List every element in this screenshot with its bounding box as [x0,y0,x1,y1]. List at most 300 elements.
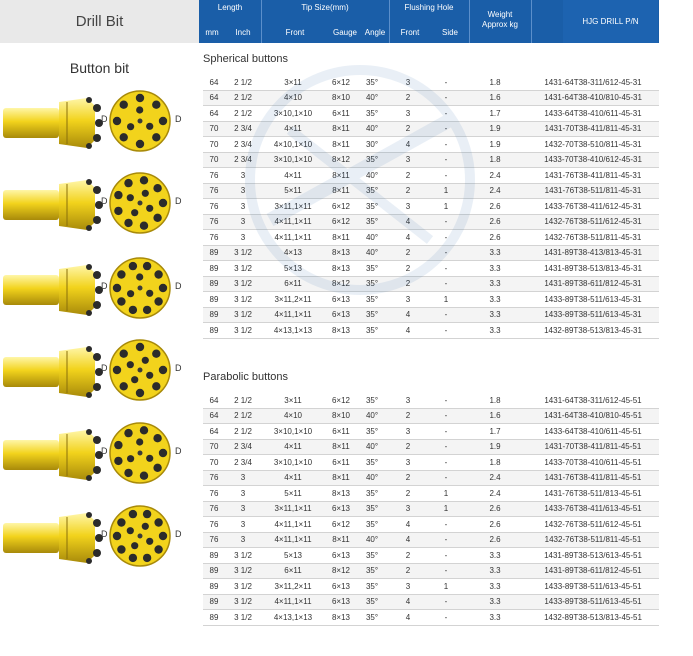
cell-part-number: 1433-89T38-511/613-45-51 [527,594,659,610]
cell-inch: 3 1/2 [225,563,261,579]
cell-part-number: 1431-89T38-611/812-45-31 [527,276,659,292]
cell-gauge: 6×13 [325,292,357,308]
cell-inch: 3 1/2 [225,323,261,339]
cell-weight: 1.8 [463,152,527,168]
cell-gauge: 8×11 [325,137,357,153]
cell-inch: 3 1/2 [225,292,261,308]
cell-front: 4×11 [261,168,325,184]
cell-mm: 76 [203,214,225,230]
cell-mm: 64 [203,408,225,424]
left-subtitle: Button bit [69,60,130,76]
cell-weight: 3.3 [463,261,527,277]
bit-face-view [107,503,173,569]
cell-mm: 89 [203,276,225,292]
table-row [203,517,659,533]
cell-angle: 35° [357,579,387,595]
table-row [203,486,659,502]
cell-flush-side: - [429,152,463,168]
cell-front: 3×10,1×10 [261,152,325,168]
cell-flush-front: 3 [387,424,429,440]
cell-mm: 89 [203,563,225,579]
cell-part-number: 1433-89T38-511/613-45-31 [527,307,659,323]
cell-part-number: 1433-89T38-511/613-45-31 [527,292,659,308]
cell-mm: 76 [203,183,225,199]
cell-inch: 3 1/2 [225,261,261,277]
cell-flush-front: 2 [387,90,429,106]
cell-gauge: 8×11 [325,183,357,199]
cell-part-number: 1432-76T38-511/811-45-51 [527,532,659,548]
cell-flush-side: 1 [429,501,463,517]
cell-inch: 2 3/4 [225,121,261,137]
cell-angle: 40° [357,408,387,424]
cell-flush-front: 2 [387,548,429,564]
cell-gauge: 8×13 [325,323,357,339]
cell-inch: 2 1/2 [225,90,261,106]
cell-weight: 3.3 [463,307,527,323]
cell-front: 4×11,1×11 [261,307,325,323]
cell-weight: 1.9 [463,121,527,137]
cell-inch: 3 [225,470,261,486]
cell-front: 4×13 [261,245,325,261]
cell-weight: 1.8 [463,75,527,90]
cell-weight: 1.8 [463,393,527,408]
cell-flush-front: 2 [387,121,429,137]
cell-front: 4×13,1×13 [261,610,325,626]
header-gauge: Gauge [332,28,358,37]
header-pn: HJG DRILL P/N [563,0,658,43]
table-row [203,610,659,626]
cell-flush-front: 2 [387,486,429,502]
cell-flush-front: 3 [387,579,429,595]
cell-mm: 76 [203,486,225,502]
cell-angle: 35° [357,393,387,408]
cell-flush-front: 4 [387,137,429,153]
cell-part-number: 1432-70T38-510/811-45-31 [527,137,659,153]
cell-front: 4×11 [261,470,325,486]
cell-mm: 89 [203,323,225,339]
cell-inch: 3 [225,183,261,199]
table-row [203,579,659,595]
table-row [203,230,659,246]
cell-front: 5×13 [261,261,325,277]
cell-weight: 2.6 [463,199,527,215]
cell-inch: 3 1/2 [225,276,261,292]
cell-weight: 1.9 [463,137,527,153]
cell-weight: 1.8 [463,455,527,471]
cell-mm: 89 [203,548,225,564]
cell-flush-front: 2 [387,261,429,277]
cell-flush-front: 2 [387,276,429,292]
cell-front: 3×11 [261,393,325,408]
cell-gauge: 6×13 [325,307,357,323]
diameter-label: D [101,529,108,539]
cell-flush-front: 3 [387,393,429,408]
cell-part-number: 1433-76T38-411/613-45-51 [527,501,659,517]
cell-gauge: 8×13 [325,245,357,261]
cell-angle: 35° [357,594,387,610]
cell-flush-side: - [429,168,463,184]
table-row [203,106,659,122]
cell-weight: 3.3 [463,292,527,308]
bit-illustration [3,255,199,325]
cell-weight: 3.3 [463,610,527,626]
bit-illustration [3,170,199,240]
cell-mm: 64 [203,106,225,122]
cell-part-number: 1433-70T38-410/611-45-51 [527,455,659,471]
bit-side-view [3,343,103,401]
cell-front: 4×11,1×11 [261,594,325,610]
cell-gauge: 6×12 [325,214,357,230]
table-row [203,408,659,424]
cell-flush-front: 2 [387,183,429,199]
cell-weight: 2.4 [463,470,527,486]
cell-flush-front: 4 [387,323,429,339]
cell-flush-side: - [429,230,463,246]
cell-mm: 76 [203,470,225,486]
cell-gauge: 6×13 [325,548,357,564]
table-row [203,393,659,408]
diameter-label: D [175,281,182,291]
cell-gauge: 6×13 [325,579,357,595]
cell-part-number: 1431-89T38-513/613-45-51 [527,548,659,564]
cell-flush-front: 4 [387,532,429,548]
cell-mm: 89 [203,594,225,610]
cell-mm: 70 [203,152,225,168]
table-row [203,563,659,579]
cell-inch: 3 1/2 [225,548,261,564]
cell-mm: 89 [203,261,225,277]
cell-mm: 76 [203,168,225,184]
table-row [203,548,659,564]
cell-flush-side: - [429,610,463,626]
cell-flush-front: 3 [387,455,429,471]
cell-front: 4×11,1×11 [261,230,325,246]
cell-front: 3×10,1×10 [261,424,325,440]
cell-weight: 1.7 [463,106,527,122]
bit-side-view [3,509,103,567]
table-row [203,183,659,199]
table-row [203,152,659,168]
cell-angle: 35° [357,323,387,339]
cell-part-number: 1433-70T38-410/612-45-31 [527,152,659,168]
cell-weight: 3.3 [463,323,527,339]
cell-flush-side: - [429,393,463,408]
cell-flush-side: - [429,439,463,455]
bit-face-view [107,255,173,321]
cell-flush-side: - [429,563,463,579]
cell-inch: 3 [225,214,261,230]
header-length: Length [217,3,243,12]
cell-inch: 3 [225,230,261,246]
cell-part-number: 1431-76T38-511/811-45-31 [527,183,659,199]
left-title: Drill Bit [0,0,199,43]
bit-face-view [107,420,173,486]
bit-side-view [3,176,103,234]
table-row [203,532,659,548]
cell-part-number: 1431-64T38-311/612-45-51 [527,393,659,408]
cell-part-number: 1432-76T38-511/612-45-51 [527,517,659,533]
cell-gauge: 6×11 [325,424,357,440]
cell-part-number: 1431-64T38-311/612-45-31 [527,75,659,90]
cell-flush-side: - [429,137,463,153]
cell-flush-front: 2 [387,563,429,579]
cell-angle: 35° [357,424,387,440]
cell-gauge: 8×10 [325,408,357,424]
header-flush-side: Side [441,28,458,37]
cell-part-number: 1431-76T38-511/813-45-51 [527,486,659,502]
cell-mm: 70 [203,137,225,153]
cell-inch: 3 1/2 [225,307,261,323]
cell-flush-front: 3 [387,501,429,517]
cell-angle: 40° [357,470,387,486]
cell-gauge: 6×11 [325,455,357,471]
table-row [203,424,659,440]
cell-flush-side: - [429,594,463,610]
table-row [203,307,659,323]
diameter-label: D [175,446,182,456]
section-title-parabolic: Parabolic buttons [203,371,288,383]
cell-mm: 64 [203,424,225,440]
diameter-label: D [101,114,108,124]
cell-gauge: 6×12 [325,199,357,215]
cell-part-number: 1431-76T38-411/811-45-31 [527,168,659,184]
cell-gauge: 8×11 [325,230,357,246]
cell-inch: 3 1/2 [225,245,261,261]
bit-side-view [3,94,103,152]
cell-part-number: 1433-64T38-410/611-45-31 [527,106,659,122]
cell-flush-front: 4 [387,610,429,626]
bit-illustration [3,420,199,490]
cell-flush-front: 4 [387,307,429,323]
header-flushing-hole: Flushing Hole [404,3,454,12]
cell-part-number: 1431-89T38-413/813-45-31 [527,245,659,261]
cell-weight: 3.3 [463,579,527,595]
cell-gauge: 6×12 [325,393,357,408]
cell-flush-side: 1 [429,292,463,308]
cell-angle: 35° [357,183,387,199]
cell-flush-front: 2 [387,470,429,486]
cell-flush-front: 2 [387,168,429,184]
cell-mm: 89 [203,610,225,626]
cell-angle: 35° [357,307,387,323]
cell-gauge: 8×13 [325,261,357,277]
bit-illustration [3,337,199,407]
table-row [203,137,659,153]
cell-front: 3×11,2×11 [261,292,325,308]
cell-mm: 76 [203,532,225,548]
cell-mm: 64 [203,393,225,408]
diameter-label: D [101,446,108,456]
cell-mm: 89 [203,579,225,595]
table-row [203,75,659,90]
cell-front: 4×11,1×11 [261,517,325,533]
cell-part-number: 1431-70T38-411/811-45-51 [527,439,659,455]
cell-front: 6×11 [261,276,325,292]
cell-flush-side: - [429,548,463,564]
cell-flush-side: - [429,455,463,471]
cell-flush-front: 3 [387,106,429,122]
cell-gauge: 8×10 [325,90,357,106]
cell-mm: 89 [203,245,225,261]
cell-weight: 2.6 [463,230,527,246]
table-row [203,121,659,137]
cell-weight: 2.6 [463,517,527,533]
cell-flush-side: - [429,307,463,323]
diameter-label: D [101,196,108,206]
cell-inch: 2 3/4 [225,152,261,168]
cell-angle: 35° [357,199,387,215]
header-flush-front: Front [400,28,420,37]
cell-mm: 70 [203,455,225,471]
cell-inch: 3 [225,168,261,184]
cell-angle: 35° [357,261,387,277]
cell-inch: 3 1/2 [225,610,261,626]
cell-gauge: 6×13 [325,594,357,610]
cell-gauge: 8×11 [325,121,357,137]
cell-part-number: 1431-64T38-410/810-45-51 [527,408,659,424]
cell-front: 3×11,2×11 [261,579,325,595]
cell-inch: 3 [225,532,261,548]
table-row [203,292,659,308]
cell-flush-front: 2 [387,408,429,424]
cell-flush-side: - [429,424,463,440]
cell-flush-side: - [429,121,463,137]
cell-inch: 3 1/2 [225,579,261,595]
spherical-table [203,75,659,339]
cell-flush-side: - [429,90,463,106]
cell-weight: 2.4 [463,486,527,502]
cell-flush-side: - [429,276,463,292]
cell-flush-front: 4 [387,594,429,610]
cell-inch: 2 1/2 [225,408,261,424]
cell-flush-side: - [429,517,463,533]
cell-gauge: 8×11 [325,168,357,184]
cell-part-number: 1432-76T38-511/612-45-31 [527,214,659,230]
cell-gauge: 6×12 [325,75,357,90]
cell-gauge: 8×11 [325,470,357,486]
cell-flush-front: 2 [387,439,429,455]
cell-front: 3×10,1×10 [261,455,325,471]
cell-part-number: 1433-76T38-411/612-45-31 [527,199,659,215]
cell-mm: 76 [203,199,225,215]
table-row [203,439,659,455]
diameter-label: D [175,529,182,539]
cell-angle: 40° [357,245,387,261]
section-title-spherical: Spherical buttons [203,53,288,65]
cell-flush-front: 3 [387,75,429,90]
cell-gauge: 8×11 [325,532,357,548]
table-row [203,501,659,517]
header-mm: mm [205,28,219,37]
cell-angle: 35° [357,214,387,230]
cell-flush-side: - [429,214,463,230]
cell-weight: 2.6 [463,532,527,548]
cell-gauge: 8×11 [325,439,357,455]
cell-inch: 2 1/2 [225,75,261,90]
cell-part-number: 1433-89T38-511/613-45-51 [527,579,659,595]
cell-gauge: 6×11 [325,106,357,122]
cell-flush-front: 4 [387,214,429,230]
cell-flush-side: - [429,245,463,261]
cell-inch: 2 1/2 [225,106,261,122]
cell-flush-side: 1 [429,199,463,215]
cell-mm: 70 [203,439,225,455]
cell-inch: 3 [225,486,261,502]
cell-angle: 35° [357,292,387,308]
cell-flush-front: 3 [387,199,429,215]
cell-weight: 2.6 [463,501,527,517]
cell-weight: 3.3 [463,548,527,564]
cell-part-number: 1433-64T38-410/611-45-51 [527,424,659,440]
cell-flush-front: 4 [387,517,429,533]
cell-mm: 89 [203,307,225,323]
table-row [203,214,659,230]
cell-angle: 30° [357,137,387,153]
cell-weight: 2.4 [463,183,527,199]
cell-gauge: 8×13 [325,610,357,626]
cell-weight: 1.6 [463,408,527,424]
cell-flush-side: - [429,323,463,339]
cell-flush-side: - [429,261,463,277]
cell-front: 3×10,1×10 [261,106,325,122]
cell-front: 4×10 [261,408,325,424]
cell-front: 5×13 [261,548,325,564]
header-divider [469,0,470,43]
cell-mm: 70 [203,121,225,137]
cell-gauge: 6×13 [325,501,357,517]
cell-mm: 76 [203,501,225,517]
cell-weight: 1.7 [463,424,527,440]
bit-side-view [3,426,103,484]
cell-front: 4×11 [261,439,325,455]
cell-flush-side: 1 [429,486,463,502]
cell-angle: 35° [357,276,387,292]
bit-face-view [107,88,173,154]
cell-inch: 3 [225,199,261,215]
header-front: Front [285,28,305,37]
table-row [203,594,659,610]
cell-inch: 3 [225,517,261,533]
cell-front: 4×11,1×11 [261,214,325,230]
cell-flush-side: - [429,532,463,548]
cell-flush-side: 1 [429,579,463,595]
cell-front: 3×11,1×11 [261,199,325,215]
cell-angle: 35° [357,455,387,471]
cell-part-number: 1432-89T38-513/813-45-51 [527,610,659,626]
cell-front: 4×10,1×10 [261,137,325,153]
cell-gauge: 8×13 [325,486,357,502]
cell-gauge: 8×12 [325,276,357,292]
diameter-label: D [101,281,108,291]
cell-angle: 35° [357,548,387,564]
cell-inch: 2 1/2 [225,393,261,408]
cell-gauge: 8×12 [325,563,357,579]
cell-front: 3×11,1×11 [261,501,325,517]
cell-gauge: 6×12 [325,517,357,533]
cell-weight: 1.9 [463,439,527,455]
cell-part-number: 1431-64T38-410/810-45-31 [527,90,659,106]
bit-face-view [107,170,173,236]
cell-mm: 76 [203,230,225,246]
cell-flush-front: 4 [387,230,429,246]
cell-gauge: 8×12 [325,152,357,168]
cell-front: 4×11 [261,121,325,137]
cell-part-number: 1432-89T38-513/813-45-31 [527,323,659,339]
cell-weight: 2.6 [463,214,527,230]
header-weight-unit: Approx kg [481,20,519,29]
cell-front: 4×11,1×11 [261,532,325,548]
cell-angle: 35° [357,610,387,626]
